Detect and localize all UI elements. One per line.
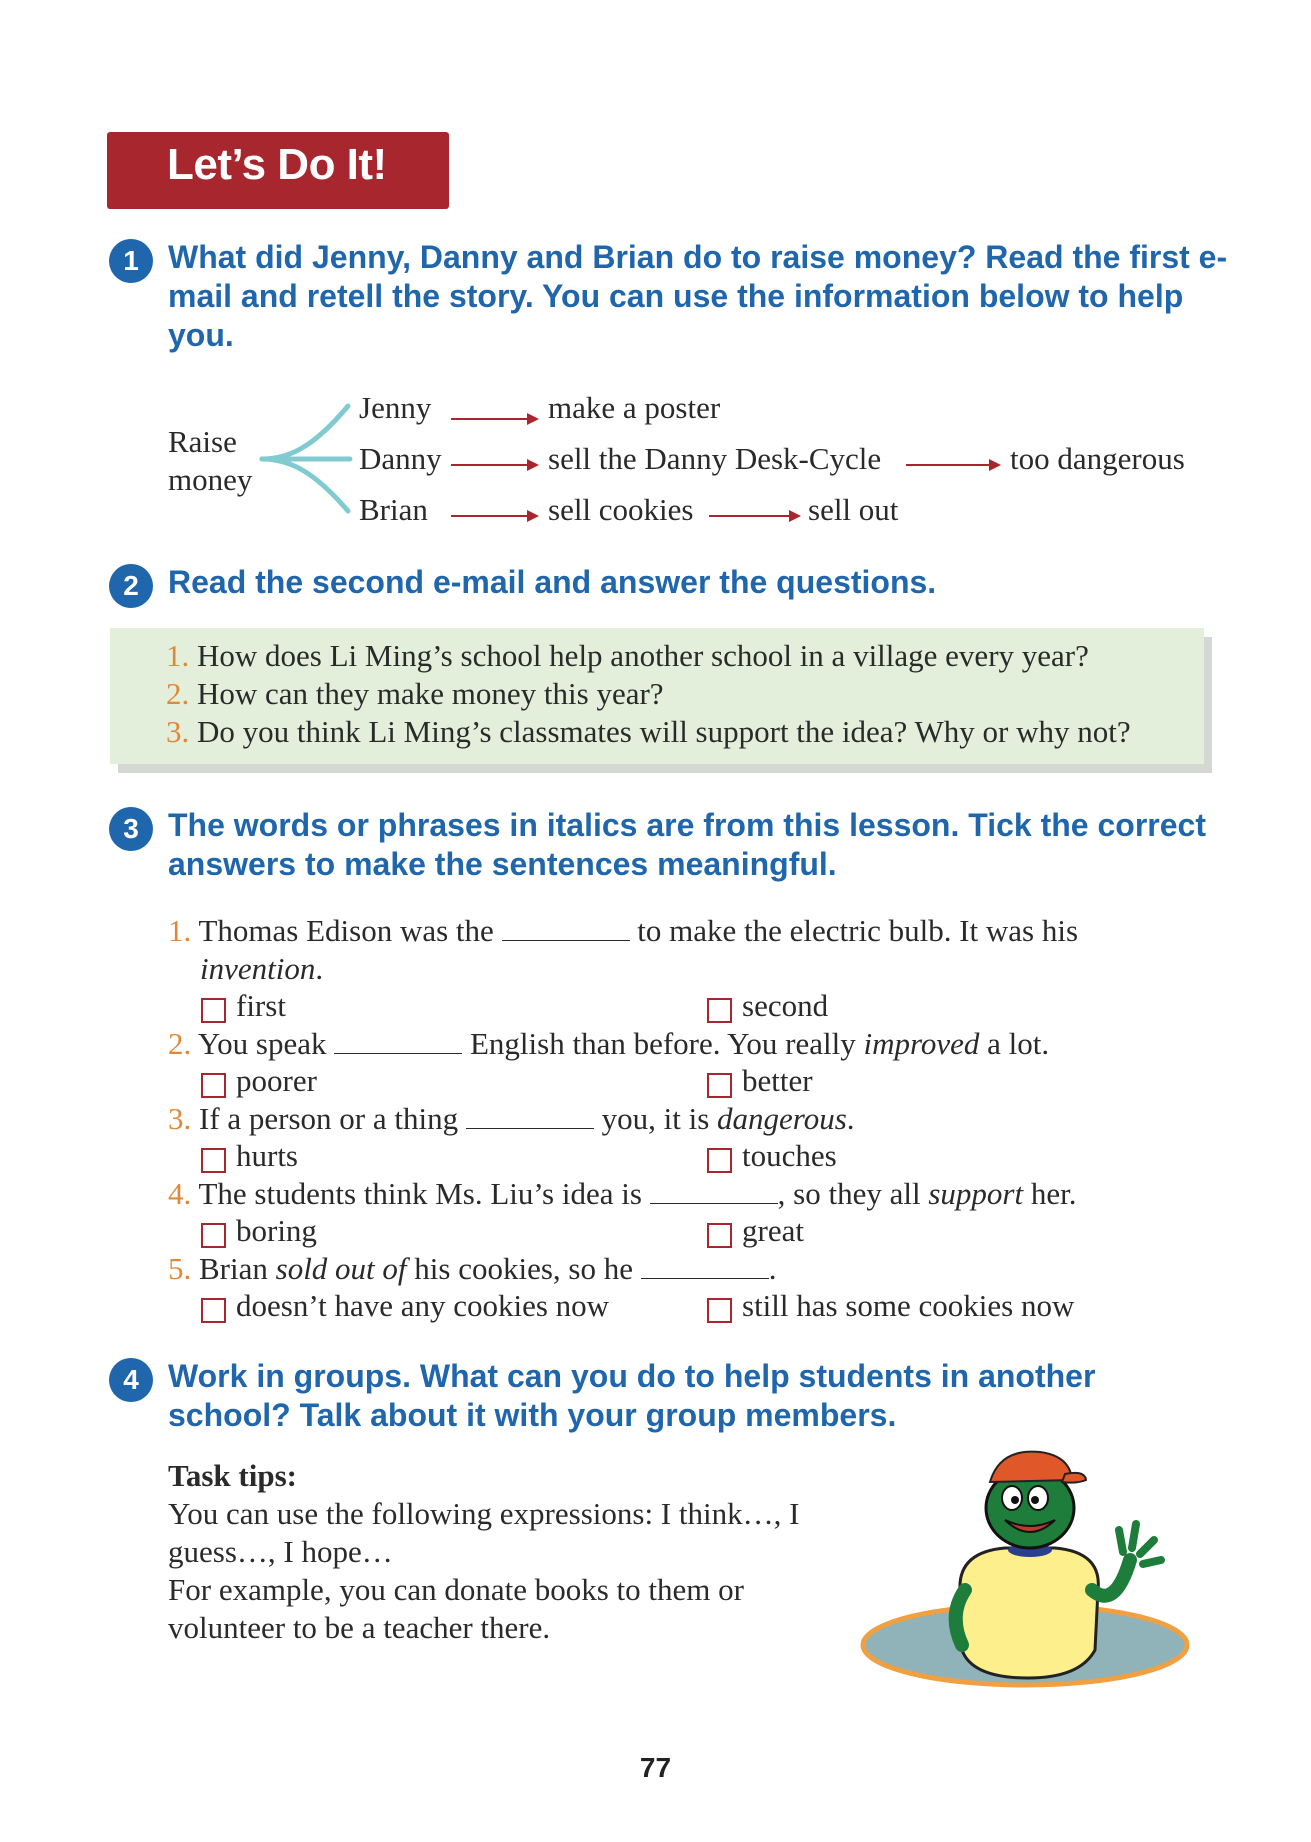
option-checkbox[interactable] [707,1073,732,1098]
diagram-step: make a poster [548,390,721,425]
option-label: second [742,988,829,1023]
task-tips-line: guess…, I hope… [168,1534,393,1569]
option-label: still has some cookies now [742,1288,1075,1323]
question-item: 3. Do you think Li Ming’s classmates will support the idea? Why or why not? [166,714,1131,749]
exercise-item-3: 3. If a person or a thing you, it is dangerous. [168,1101,855,1136]
answer-blank[interactable] [334,1029,462,1054]
diagram-step: sell cookies [548,492,694,527]
option-label: doesn’t have any cookies now [236,1288,610,1323]
exercise-item-2: 2. You speak English than before. You really improved a lot. [168,1026,1050,1061]
exercise-item-1: 1. Thomas Edison was the to make the electric bulb. It was his [168,913,1079,948]
section-4-heading: Work in groups. What can you do to help students in another school? Talk about it with your group members. [168,1358,1096,1433]
answer-blank[interactable] [502,916,630,941]
arrow-icon [451,464,537,466]
option-label: great [742,1213,804,1248]
diagram-name-jenny: Jenny [359,390,432,425]
option-checkbox[interactable] [707,1148,732,1173]
option-label: touches [742,1138,837,1173]
banner-title: Let’s Do It! [167,140,387,189]
option-checkbox[interactable] [201,998,226,1023]
diagram-root-line2: money [168,462,253,497]
task-tips-line: volunteer to be a teacher there. [168,1610,551,1645]
option-checkbox[interactable] [707,1223,732,1248]
option-label: hurts [236,1138,298,1173]
diagram-root-line1: Raise [168,424,237,459]
section-4-number: 4 [109,1358,153,1402]
section-1-number: 1 [109,239,153,283]
cartoon-turtle-illustration [840,1440,1210,1690]
answer-blank[interactable] [641,1254,769,1279]
page-number: 77 [639,1752,672,1783]
arrow-icon [709,515,799,517]
question-item: 2. How can they make money this year? [166,676,664,711]
exercise-item-4: 4. The students think Ms. Liu’s idea is , so they all support her. [168,1176,1077,1211]
section-2-number: 2 [109,564,153,608]
diagram-step: sell out [808,492,899,527]
option-checkbox[interactable] [201,1223,226,1248]
question-item: 1. How does Li Ming’s school help another school in a village every year? [166,638,1089,673]
answer-blank[interactable] [650,1179,778,1204]
exercise-item-5: 5. Brian sold out of his cookies, so he . [168,1251,777,1286]
lets-do-it-banner [107,132,449,209]
task-tips-title: Task tips: [168,1458,297,1493]
option-label: boring [236,1213,317,1248]
task-tips-line: You can use the following expressions: I think…, I [168,1496,800,1531]
option-checkbox[interactable] [201,1073,226,1098]
option-checkbox[interactable] [707,1298,732,1323]
diagram-name-danny: Danny [359,441,442,476]
arrow-icon [906,464,999,466]
section-3-number: 3 [109,807,153,851]
diagram-step: sell the Danny Desk-Cycle [548,441,882,476]
section-2-heading: Read the second e-mail and answer the questions. [168,564,937,600]
branch-connector [258,398,358,516]
question-box [110,628,1204,764]
exercise-item-1-line2: invention. [200,951,324,986]
option-checkbox[interactable] [201,1148,226,1173]
diagram-step: too dangerous [1010,441,1185,476]
option-checkbox[interactable] [201,1298,226,1323]
answer-blank[interactable] [466,1104,594,1129]
arrow-icon [451,418,537,420]
option-label: better [742,1063,813,1098]
option-checkbox[interactable] [707,998,732,1023]
section-3-heading: The words or phrases in italics are from this lesson. Tick the correct answers to make the sentences meaningful. [168,807,1206,882]
arrow-icon [451,515,537,517]
task-tips-line: For example, you can donate books to them or [168,1572,744,1607]
diagram-name-brian: Brian [359,492,428,527]
option-label: poorer [236,1063,317,1098]
option-label: first [236,988,286,1023]
section-1-heading: What did Jenny, Danny and Brian do to raise money? Read the first e-mail and retell the story. You can use the information below to help you. [168,239,1228,353]
